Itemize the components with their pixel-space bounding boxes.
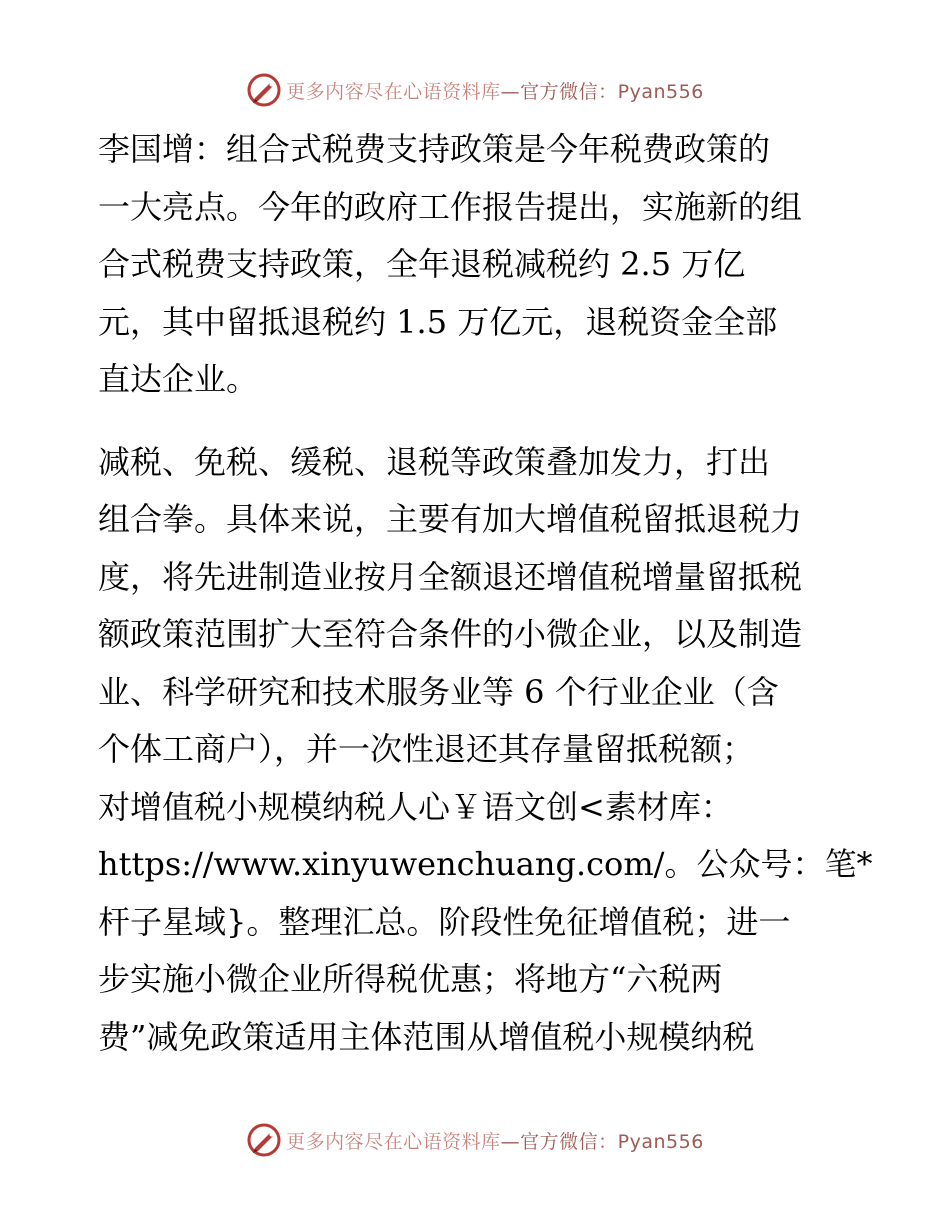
footer-banner-text: 更多内容尽在心语资料库 bbox=[286, 1130, 501, 1153]
paragraph-spacer bbox=[98, 409, 858, 434]
footer-banner bbox=[0, 1120, 950, 1160]
header-banner-text: 更多内容尽在心语资料库 bbox=[286, 80, 501, 103]
text-line: 合式税费支持政策，全年退税减税约 2.5 万亿 bbox=[98, 245, 746, 283]
footer-banner-contact: —官方微信：Pyan556 bbox=[500, 1130, 704, 1153]
text-line: 业、科学研究和技术服务业等 6 个行业企业（含 bbox=[98, 672, 779, 711]
paragraph-2 bbox=[98, 434, 873, 1067]
text-line: 李国增：组合式税费支持政策是今年税费政策的 bbox=[98, 130, 771, 168]
text-line: 步实施小微企业所得税优惠；将地方“六税两 bbox=[98, 960, 723, 998]
paragraph-1 bbox=[98, 121, 858, 409]
text-line: 一大亮点。今年的政府工作报告提出，实施新的组 bbox=[98, 187, 803, 226]
text-line: 个体工商户），并一次性退还其存量留抵税额； bbox=[98, 730, 755, 768]
text-line: https://www.xinyuwenchuang.com/。公众号：笔* bbox=[98, 845, 873, 883]
text-line: 杆子星域}。整理汇总。阶段性免征增值税；进一 bbox=[98, 902, 791, 941]
header-banner-contact: —官方微信：Pyan556 bbox=[500, 80, 704, 103]
pen-logo-icon bbox=[246, 72, 282, 108]
text-line: 对增值税小规模纳税人心￥语文创<素材库： bbox=[98, 787, 733, 826]
header-banner bbox=[0, 70, 950, 110]
pen-logo-icon bbox=[246, 1122, 282, 1158]
text-line: 减税、免税、缓税、退税等政策叠加发力，打出 bbox=[98, 442, 771, 481]
text-line: 费”减免政策适用主体范围从增值税小规模纳税 bbox=[98, 1017, 755, 1056]
text-line: 直达企业。 bbox=[98, 360, 259, 398]
text-line: 元，其中留抵退税约 1.5 万亿元，退税资金全部 bbox=[98, 302, 778, 341]
article-body bbox=[98, 121, 873, 1066]
text-line: 组合拳。具体来说，主要有加大增值税留抵退税力 bbox=[98, 500, 803, 538]
text-line: 额政策范围扩大至符合条件的小微企业，以及制造 bbox=[98, 615, 803, 653]
text-line: 度，将先进制造业按月全额退还增值税增量留抵税 bbox=[98, 557, 803, 596]
